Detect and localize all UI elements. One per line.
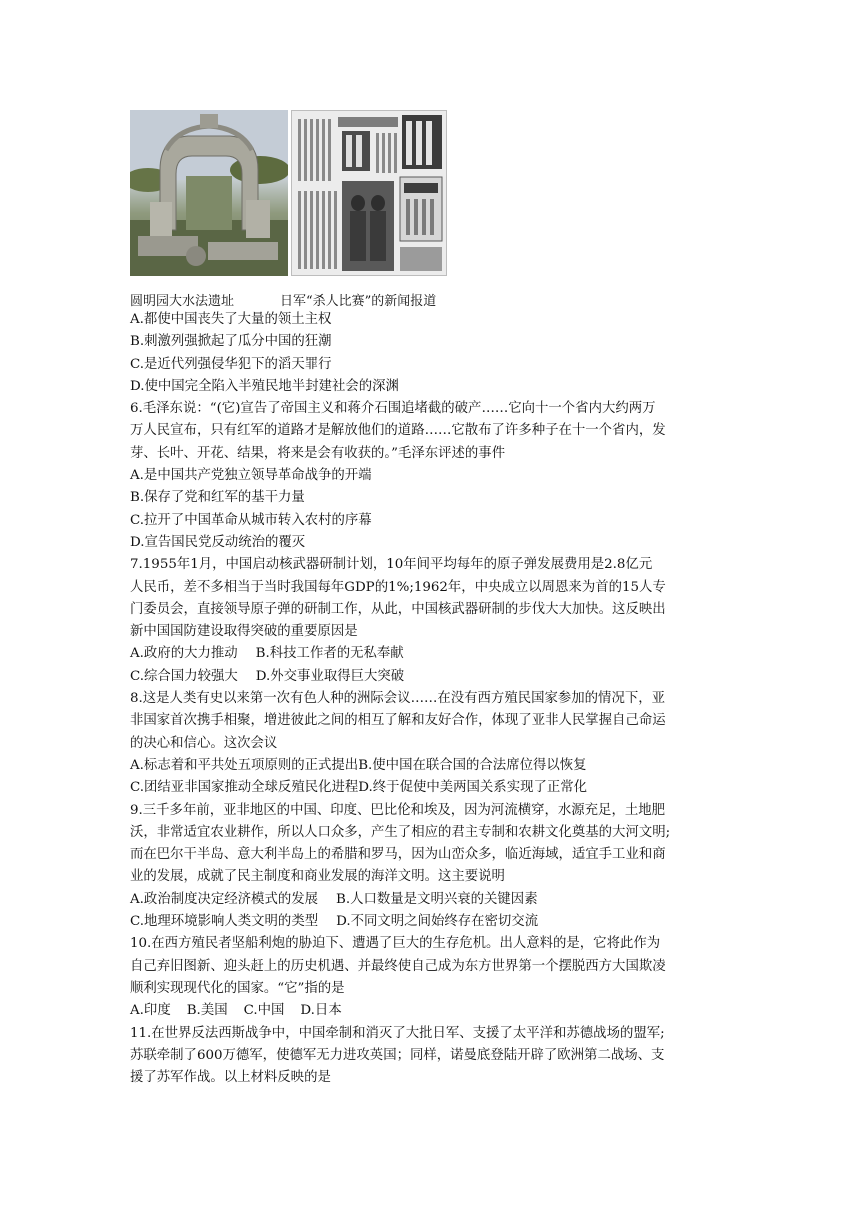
q10-stem-line: 自己弃旧图新、迎头赶上的历史机遇、并最终使自己成为东方世界第一个摆脱西方大国欺凌 [130,958,666,974]
q6-stem-line: 万人民宣布，只有红军的道路才是解放他们的道路……它散布了许多种子在十一个省内，发 [130,423,666,439]
q9-option-b: B.人口数量是文明兴衰的关键因素 [336,891,538,907]
q7-option-c: C.综合国力较强大 [130,668,238,684]
q11-stem-line: 苏联牵制了600万德军，使德军无力进攻英国；同样，诺曼底登陆开辟了欧洲第二战场、支 [130,1047,665,1063]
q7-stem-line: 7.1955年1月，中国启动核武器研制计划，10年间平均每年的原子弹发展费用是2.8亿元 [130,557,653,573]
q10-option-b: B.美国 [186,1003,228,1019]
q10-options-row [130,1000,730,1022]
q10-option-d: D.日本 [300,1003,342,1019]
q9-stem-line: 而在巴尔干半岛、意大利半岛上的希腊和罗马，因为山峦众多，临近海域，适宜手工业和商 [130,847,666,863]
q6-option-b: B.保存了党和红军的基干力量 [130,490,305,506]
q9-stem-line: 沃，非常适宜农业耕作，所以人口众多，产生了相应的君主专制和农耕文化奠基的大河文明; [130,824,671,840]
q7-options-row-2 [130,666,730,688]
q9-option-d: D.不同文明之间始终存在密切交流 [336,914,539,930]
q9-options-row-1 [130,889,730,911]
ruins-illustration [130,110,288,276]
q8-stem-line: 的决心和信心。这次会议 [130,735,278,751]
q9-stem-line: 业的发展，成就了民主制度和商业发展的海洋文明。这主要说明 [130,869,505,885]
q8-option-d: D.终于促使中美两国关系实现了正常化 [358,780,588,796]
q8-option-c: C.团结亚非国家推动全球反殖民化进程 [130,780,359,796]
q8-stem-line: 8.这是人类有史以来第一次有色人种的洲际会议……在没有西方殖民国家参加的情况下，亚 [130,691,666,707]
q7-stem-line: 门委员会，直接领导原子弹的研制工作，从此，中国核武器研制的步伐大大加快。这反映出 [130,601,666,617]
q6-option-d: D.宣告国民党反动统治的覆灭 [130,534,306,550]
q5-option-c: C.是近代列强侵华犯下的滔天罪行 [130,356,332,372]
newspaper-report-photo [291,110,447,276]
q6-option-c: C.拉开了中国革命从城市转入农村的序幕 [130,512,372,528]
q7-options-row-1 [130,643,730,665]
q5-option-a: A.都使中国丧失了大量的领土主权 [130,312,332,327]
q10-option-a: A.印度 [130,1003,171,1019]
q9-option-c: C.地理环境影响人类文明的类型 [130,914,319,930]
q10-stem-line: 10.在西方殖民者坚船利炮的胁迫下、遭遇了巨大的生存危机。出人意料的是，它将此作为 [130,936,661,952]
q5-option-b: B.刺激列强掀起了瓜分中国的狂潮 [130,334,332,350]
q7-option-d: D.外交事业取得巨大突破 [255,668,405,684]
q6-stem-line: 芽、长叶、开花、结果，将来是会有收获的。”毛泽东评述的事件 [130,445,506,461]
q7-stem-line: 新中国国防建设取得突破的重要原因是 [130,624,358,640]
caption-yuanmingyuan: 圆明园大水法遗址 [130,294,235,309]
q6-stem-line: 6.毛泽东说：“(它)宣告了帝国主义和蒋介石围追堵截的破产……它向十一个省内大约两万 [130,401,656,417]
q11-stem-line: 11.在世界反法西斯战争中，中国牵制和消灭了大批日军、支援了太平洋和苏德战场的盟军; [130,1025,665,1041]
q10-option-c: C.中国 [243,1003,285,1019]
q8-options-row-1 [130,755,730,777]
yuanmingyuan-ruins-photo [130,110,288,276]
q9-options-row-2 [130,911,730,933]
newspaper-illustration [292,111,446,275]
q9-stem-line: 9.三千多年前，亚非地区的中国、印度、巴比伦和埃及，因为河流横穿，水源充足，土地肥 [130,802,666,818]
q8-option-a: A.标志着和平共处五项原则的正式提出 [130,757,359,773]
q6-option-a: A.是中国共产党独立领导革命战争的开端 [130,468,372,484]
caption-japanese-news: 日军“杀人比赛”的新闻报道 [280,294,437,309]
question-text [130,309,730,1089]
q9-option-a: A.政治制度决定经济模式的发展 [130,891,319,907]
q7-option-a: A.政府的大力推动 [130,646,238,662]
q5-option-d: D.使中国完全陷入半殖民地半封建社会的深渊 [130,378,399,394]
q8-option-b: B.使中国在联合国的合法席位得以恢复 [358,757,587,773]
figure-photos [130,110,450,278]
q11-stem-line: 援了苏军作战。以上材料反映的是 [130,1070,331,1086]
figure-captions [130,290,436,309]
q7-option-b: B.科技工作者的无私奉献 [255,646,404,662]
q8-stem-line: 非国家首次携手相聚，增进彼此之间的相互了解和友好合作，体现了亚非人民掌握自己命运 [130,713,666,729]
q8-options-row-2 [130,777,730,799]
q7-stem-line: 人民币，差不多相当于当时我国每年GDP的1%;1962年，中央成立以周恩来为首的15人专 [130,579,666,595]
q10-stem-line: 顺利实现现代化的国家。“它”指的是 [130,980,345,996]
